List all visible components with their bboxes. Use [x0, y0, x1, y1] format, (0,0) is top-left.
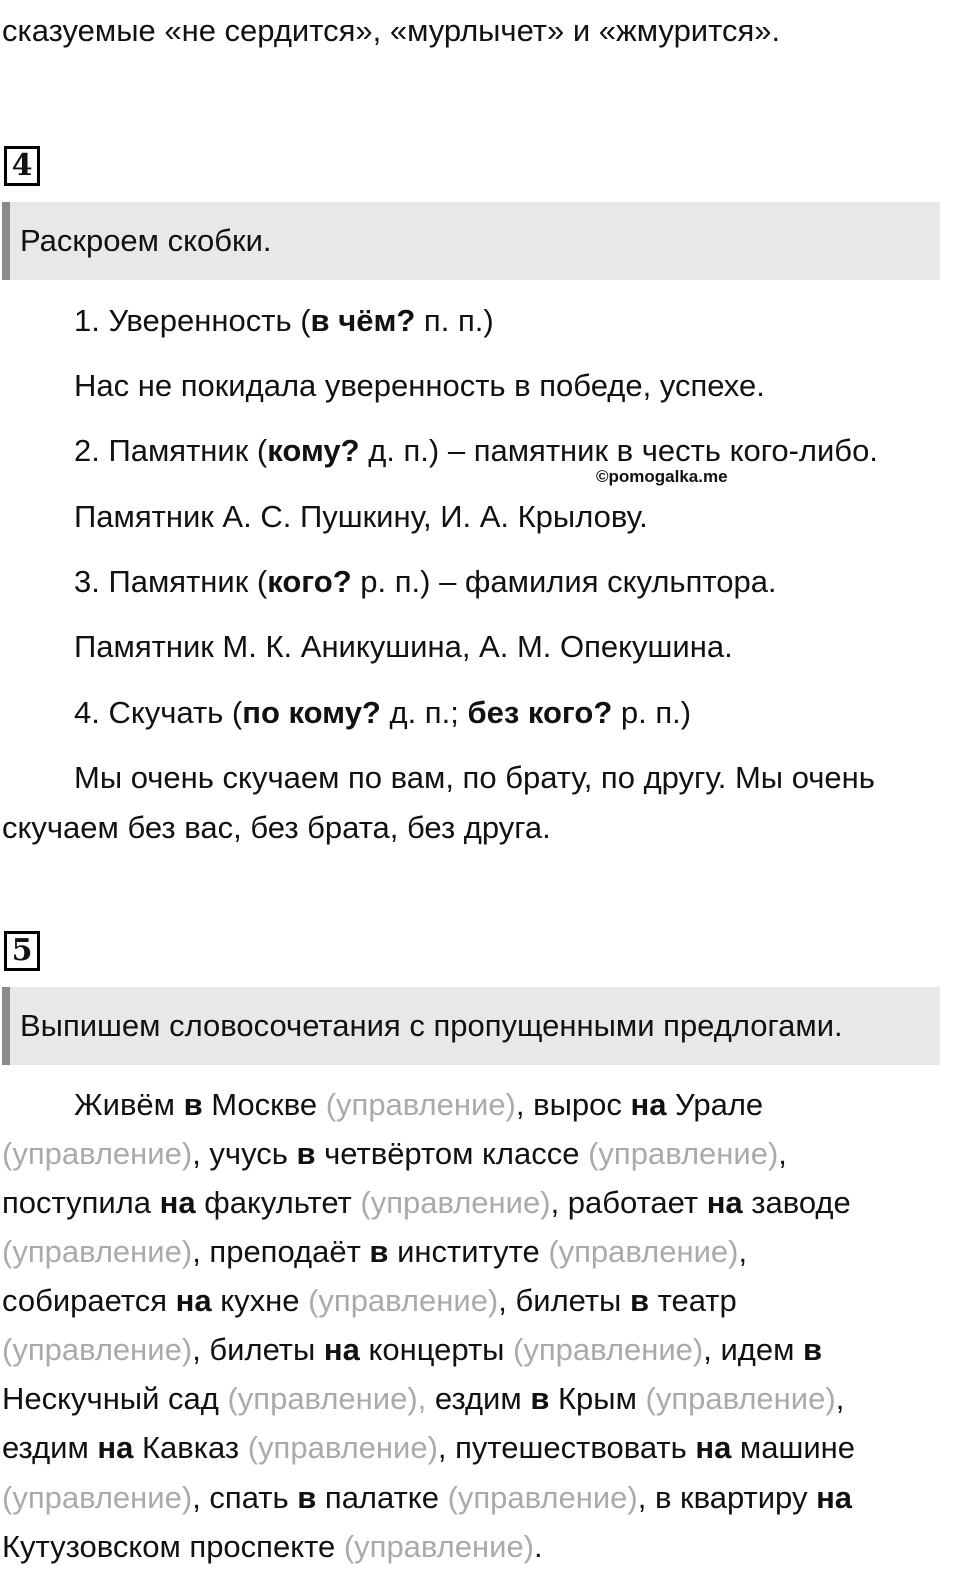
task5-heading: Выпишем словосочетания с пропущенными предлогами.	[2, 987, 940, 1065]
task4-line-1: 1. Уверенность (в чём? п. п.)	[74, 303, 494, 338]
task5-line-1: Живём в Москве (управление), вырос на Урале	[74, 1087, 764, 1122]
task4-line-5: 3. Памятник (кого? р. п.) – фамилия скульптора.	[74, 564, 777, 599]
task4-line-3: 2. Памятник (кому? д. п.) – памятник в честь кого-либо.	[74, 433, 878, 468]
task4-line-6: Памятник М. К. Аникушина, А. М. Опекушина.	[74, 629, 733, 664]
task4-line-9: скучаем без вас, без брата, без друга.	[2, 810, 551, 845]
task5-line-6: (управление), билеты на концерты (управление), идем в	[2, 1332, 823, 1367]
task-number-5: 5	[4, 931, 40, 971]
task4-line-4: Памятник А. С. Пушкину, И. А. Крылову.	[74, 499, 648, 534]
task4-line-7: 4. Скучать (по кому? д. п.; без кого? р. п.)	[74, 695, 692, 730]
task4-line-8: Мы очень скучаем по вам, по брату, по другу. Мы очень	[74, 760, 875, 795]
task5-line-4: (управление), преподаёт в институте (управление),	[2, 1234, 748, 1269]
task5-line-2: (управление), учусь в четвёртом классе (управление),	[2, 1136, 787, 1171]
watermark: ©pomogalka.me	[596, 467, 728, 486]
intro-line: сказуемые «не сердится», «мурлычет» и «жмурится».	[2, 13, 781, 48]
task5-line-5: собирается на кухне (управление), билеты в театр	[2, 1283, 737, 1318]
task5-line-7: Нескучный сад (управление), ездим в Крым (управление),	[2, 1381, 845, 1416]
task4-heading: Раскроем скобки.	[2, 202, 940, 280]
task5-line-9: (управление), спать в палатке (управление), в квартиру на	[2, 1480, 853, 1515]
task-number-4: 4	[4, 146, 40, 186]
task4-line-2: Нас не покидала уверенность в победе, успехе.	[74, 368, 765, 403]
task5-line-8: ездим на Кавказ (управление), путешествовать на машине	[2, 1430, 856, 1465]
task5-line-3: поступила на факультет (управление), работает на заводе	[2, 1185, 851, 1220]
task5-line-10: Кутузовском проспекте (управление).	[2, 1529, 543, 1564]
